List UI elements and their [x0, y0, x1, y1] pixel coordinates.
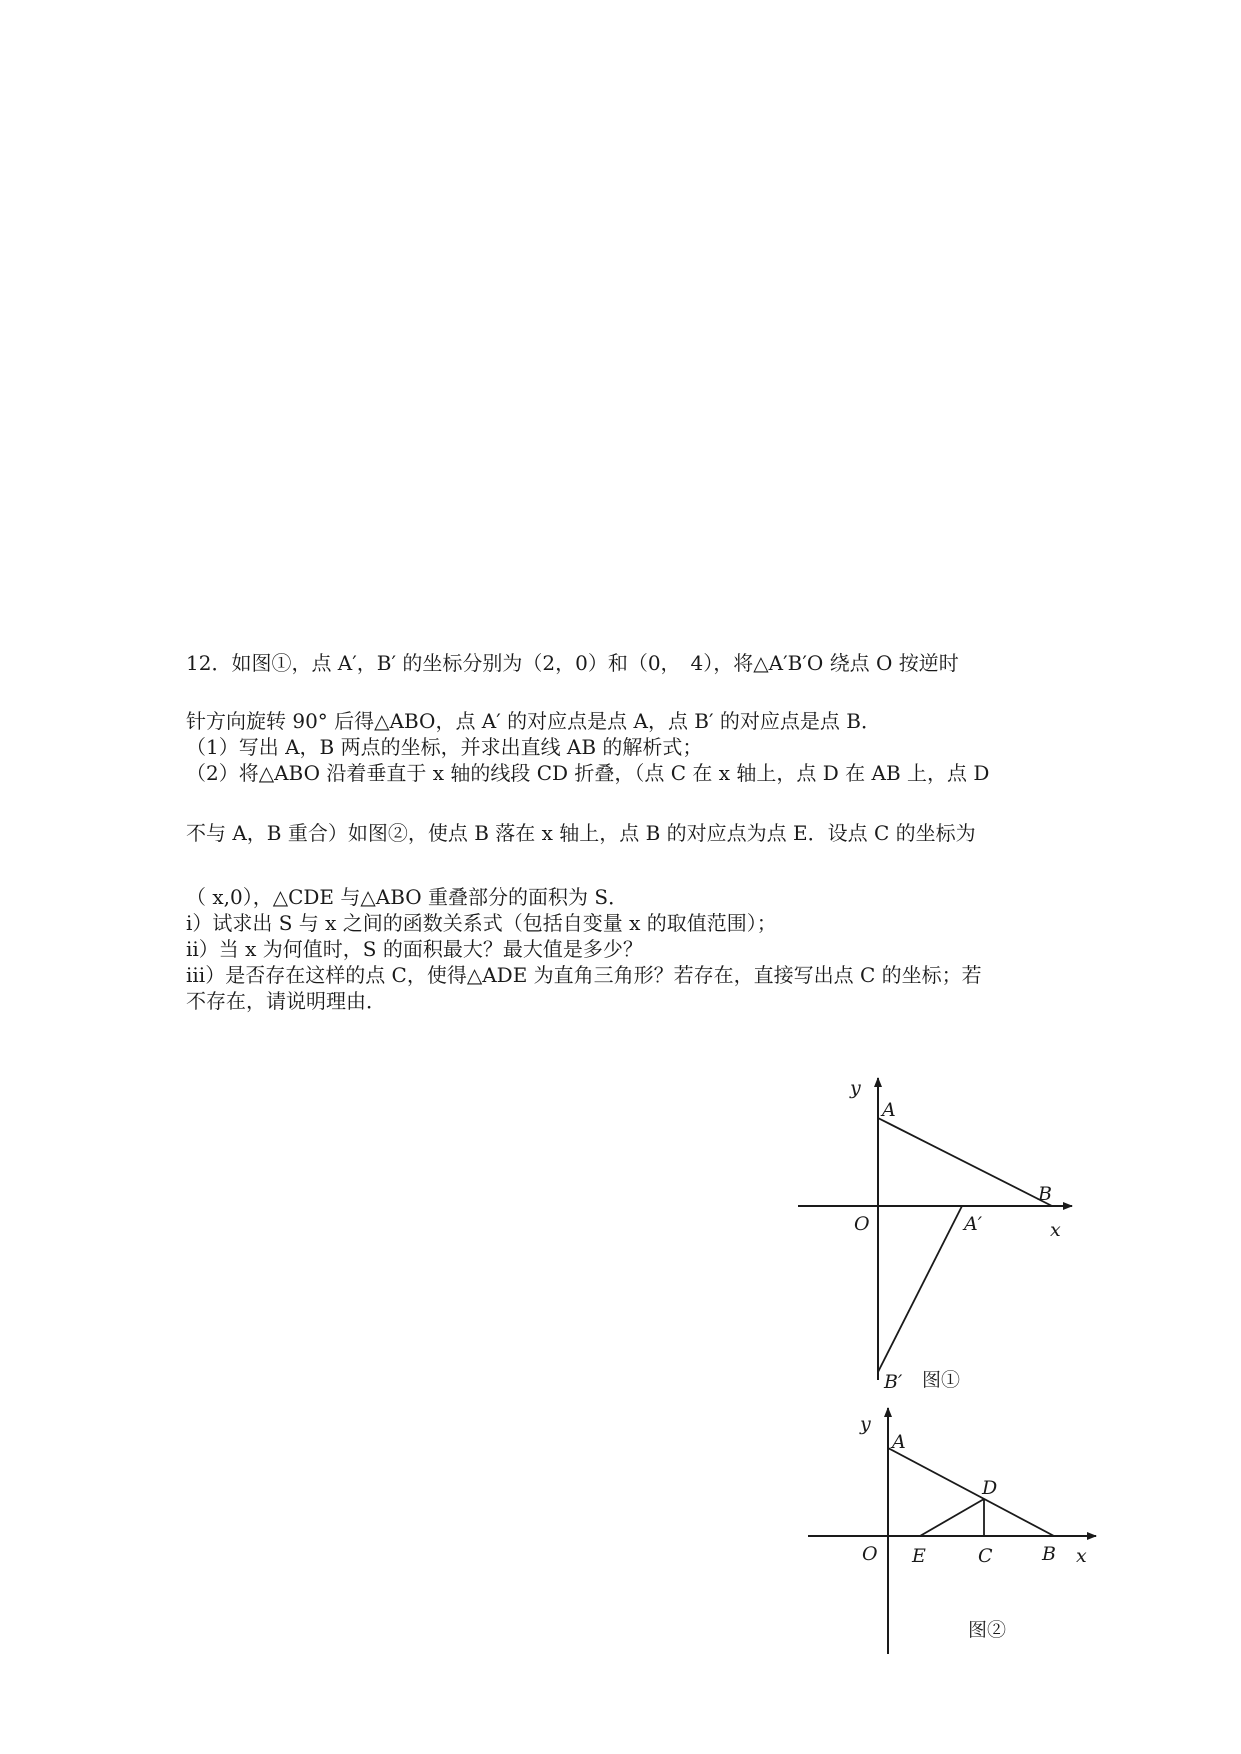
- label-x: x: [1050, 1219, 1061, 1241]
- label-y: y: [860, 1413, 871, 1435]
- label-x: x: [1076, 1545, 1087, 1567]
- figure-2-caption: 图②: [968, 1619, 1007, 1641]
- problem-line-1: 12．如图①，点 A′，B′ 的坐标分别为（2，0）和（0， 4），将△A′B′O 绕点 O 按逆时: [186, 651, 959, 675]
- problem-line-6: （ x,0），△CDE 与△ABO 重叠部分的面积为 S．: [186, 885, 629, 909]
- label-o: O: [862, 1543, 878, 1565]
- problem-line-2: 针方向旋转 90° 后得△ABO，点 A′ 的对应点是点 A，点 B′ 的对应点是点 B．: [186, 709, 881, 733]
- problem-line-3: （1）写出 A，B 两点的坐标，并求出直线 AB 的解析式；: [186, 735, 703, 759]
- problem-12: [186, 650, 1056, 1014]
- label-o: O: [854, 1213, 870, 1235]
- label-c: C: [978, 1545, 993, 1567]
- label-e: E: [912, 1545, 926, 1567]
- label-y: y: [850, 1077, 861, 1099]
- label-d: D: [982, 1477, 998, 1499]
- problem-line-8: ii）当 x 为何值时，S 的面积最大？最大值是多少？: [186, 937, 643, 961]
- problem-line-9: iii）是否存在这样的点 C，使得△ADE 为直角三角形？若存在，直接写出点 C 的坐标；若: [186, 963, 982, 987]
- figure-2-diagram: [800, 1400, 1120, 1670]
- segment-a-prime-b-prime: [878, 1206, 962, 1372]
- segment-ab: [888, 1448, 1054, 1536]
- label-b-prime: B′: [884, 1371, 903, 1393]
- segment-ed: [920, 1499, 984, 1536]
- figure-1-caption: 图①: [922, 1369, 961, 1391]
- label-a-prime: A′: [964, 1213, 983, 1235]
- figure-1-diagram: [790, 1070, 1100, 1393]
- label-b: B: [1042, 1543, 1056, 1565]
- segment-ab: [878, 1118, 1052, 1206]
- figure-2: [800, 1400, 1120, 1670]
- problem-line-10: 不存在，请说明理由．: [186, 989, 386, 1013]
- problem-line-5: 不与 A，B 重合）如图②，使点 B 落在 x 轴上，点 B 的对应点为点 E．设点 C 的坐标为: [186, 821, 976, 845]
- problem-line-7: i）试求出 S 与 x 之间的函数关系式（包括自变量 x 的取值范围）；: [186, 911, 777, 935]
- label-b: B: [1038, 1183, 1052, 1205]
- figure-1: [790, 1070, 1100, 1393]
- problem-line-4: （2）将△ABO 沿着垂直于 x 轴的线段 CD 折叠，（点 C 在 x 轴上，点 D 在 AB 上，点 D: [186, 761, 990, 785]
- label-a: A: [892, 1431, 906, 1453]
- label-a: A: [882, 1099, 896, 1121]
